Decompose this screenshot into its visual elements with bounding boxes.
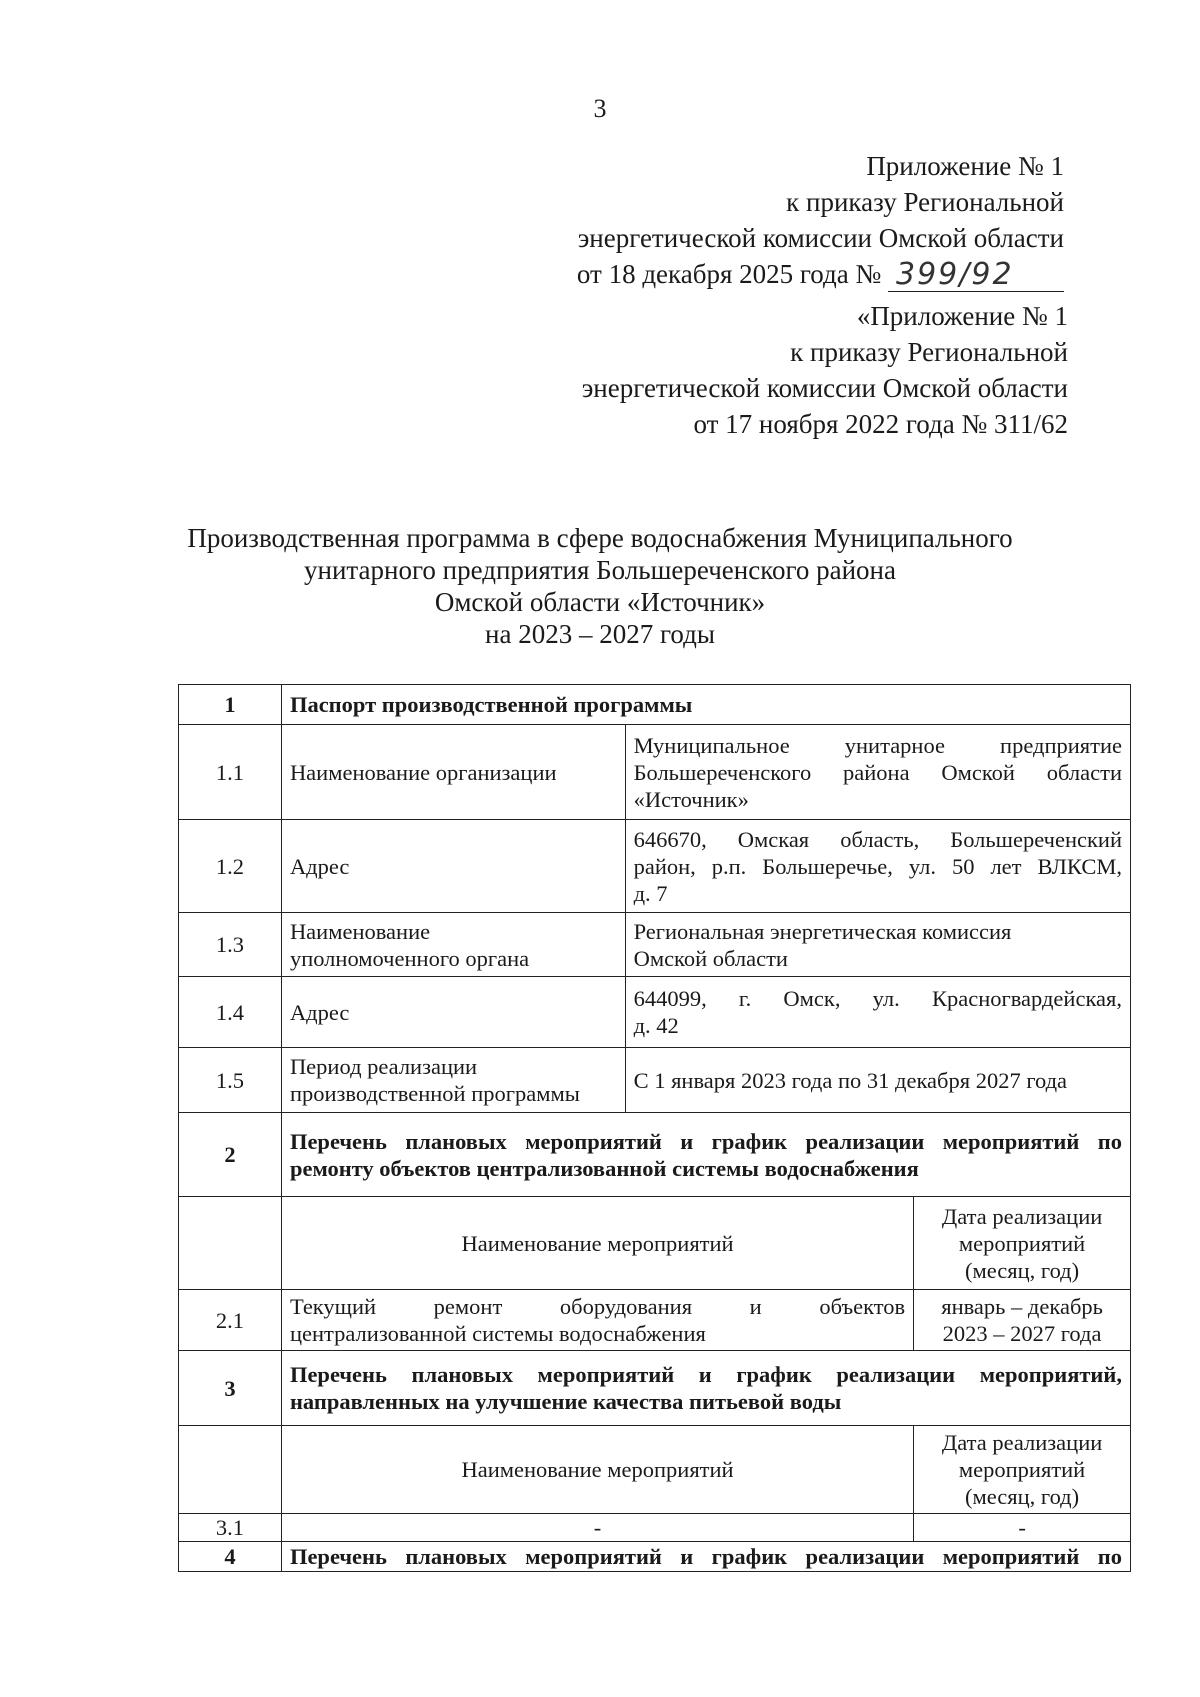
- row-label: Период реализации производственной программы: [281, 1048, 625, 1113]
- page-number: 3: [593, 94, 607, 123]
- row-value: Муниципальное унитарное предприятие Большереченского района Омской области «Источник»: [625, 725, 1130, 820]
- row-number: 2.1: [179, 1290, 282, 1351]
- row-value: 646670, Омская область, Большереченский район, р.п. Большеречье, ул. 50 лет ВЛКСМ, д. 7: [625, 820, 1130, 913]
- row-label: Адрес: [281, 820, 625, 913]
- section-title: Паспорт производственной программы: [281, 685, 1130, 725]
- table-row-section-4: [179, 1542, 1131, 1572]
- empty-cell: [179, 1197, 282, 1290]
- title-line3: Омской области «Источник»: [434, 587, 766, 617]
- row-date: январь – декабрь 2023 – 2027 года: [914, 1290, 1131, 1351]
- section-title: Перечень плановых мероприятий и график реализации мероприятий по: [281, 1542, 1130, 1572]
- row-number: 1.4: [179, 977, 282, 1048]
- row-label: Наименование уполномоченного органа: [281, 913, 625, 977]
- annex-new-line4: [577, 256, 1064, 292]
- row-value: Региональная энергетическая комиссия Омской области: [625, 913, 1130, 977]
- row-number: 1.2: [179, 820, 282, 913]
- annex-old-line3: энергетической комиссии Омской области: [581, 373, 1068, 403]
- order-number-field: [888, 257, 1064, 292]
- annex-new-line2: к приказу Региональной: [786, 187, 1064, 217]
- row-number: 1.3: [179, 913, 282, 977]
- table-row: [179, 1048, 1131, 1113]
- table-row: [179, 820, 1131, 913]
- annex-old-line2: к приказу Региональной: [790, 337, 1068, 367]
- title-line1: Производственная программа в сфере водоснабжения Муниципального: [187, 523, 1013, 553]
- row-activity: -: [281, 1514, 913, 1542]
- document-title: [0, 522, 1200, 650]
- column-header-name: Наименование мероприятий: [281, 1426, 913, 1514]
- row-label: Адрес: [281, 977, 625, 1048]
- table-row-section-3: [179, 1351, 1131, 1426]
- annex-new-line3: энергетической комиссии Омской области: [577, 223, 1064, 253]
- column-header-name: Наименование мероприятий: [281, 1197, 913, 1290]
- row-date: -: [914, 1514, 1131, 1542]
- column-header-date: Дата реализации мероприятий (месяц, год): [914, 1197, 1131, 1290]
- table-row: [179, 913, 1131, 977]
- title-line2: унитарного предприятия Большереченского района: [304, 555, 896, 585]
- handwritten-order-number: 399/92: [896, 257, 1014, 292]
- row-value: 644099, г. Омск, ул. Красногвардейская, д. 42: [625, 977, 1130, 1048]
- row-value: С 1 января 2023 года по 31 декабря 2027 года: [625, 1048, 1130, 1113]
- annex-header-new: [577, 148, 1064, 292]
- annex-old-line4: от 17 ноября 2022 года № 311/62: [693, 409, 1068, 439]
- row-number: 3.1: [179, 1514, 282, 1542]
- table-row: [179, 1514, 1131, 1542]
- row-number: 1.5: [179, 1048, 282, 1113]
- annex-new-line1: Приложение № 1: [866, 151, 1064, 181]
- table-row: [179, 977, 1131, 1048]
- annex-new-date: от 18 декабря 2025 года №: [576, 259, 882, 289]
- section-number: 3: [179, 1351, 282, 1426]
- table-row-section-1: [179, 685, 1131, 725]
- row-activity: Текущий ремонт оборудования и объектов централизованной системы водоснабжения: [281, 1290, 913, 1351]
- table-row-section-2: [179, 1113, 1131, 1197]
- table-header-row: [179, 1197, 1131, 1290]
- table-row: [179, 1290, 1131, 1351]
- section-number: 4: [179, 1542, 282, 1572]
- section-number: 2: [179, 1113, 282, 1197]
- table-row: [179, 725, 1131, 820]
- empty-cell: [179, 1426, 282, 1514]
- annex-header-old: [582, 298, 1068, 442]
- title-line4: на 2023 – 2027 годы: [485, 619, 715, 649]
- section-title: Перечень плановых мероприятий и график реализации мероприятий по ремонту объектов централизованной системы водоснабжения: [281, 1113, 1130, 1197]
- row-number: 1.1: [179, 725, 282, 820]
- section-title: Перечень плановых мероприятий и график реализации мероприятий, направленных на улучшение качества питьевой воды: [281, 1351, 1130, 1426]
- section-number: 1: [179, 685, 282, 725]
- column-header-date: Дата реализации мероприятий (месяц, год): [914, 1426, 1131, 1514]
- table-header-row: [179, 1426, 1131, 1514]
- annex-old-line1: «Приложение № 1: [856, 301, 1068, 331]
- row-label: Наименование организации: [281, 725, 625, 820]
- program-table: [178, 684, 1131, 1572]
